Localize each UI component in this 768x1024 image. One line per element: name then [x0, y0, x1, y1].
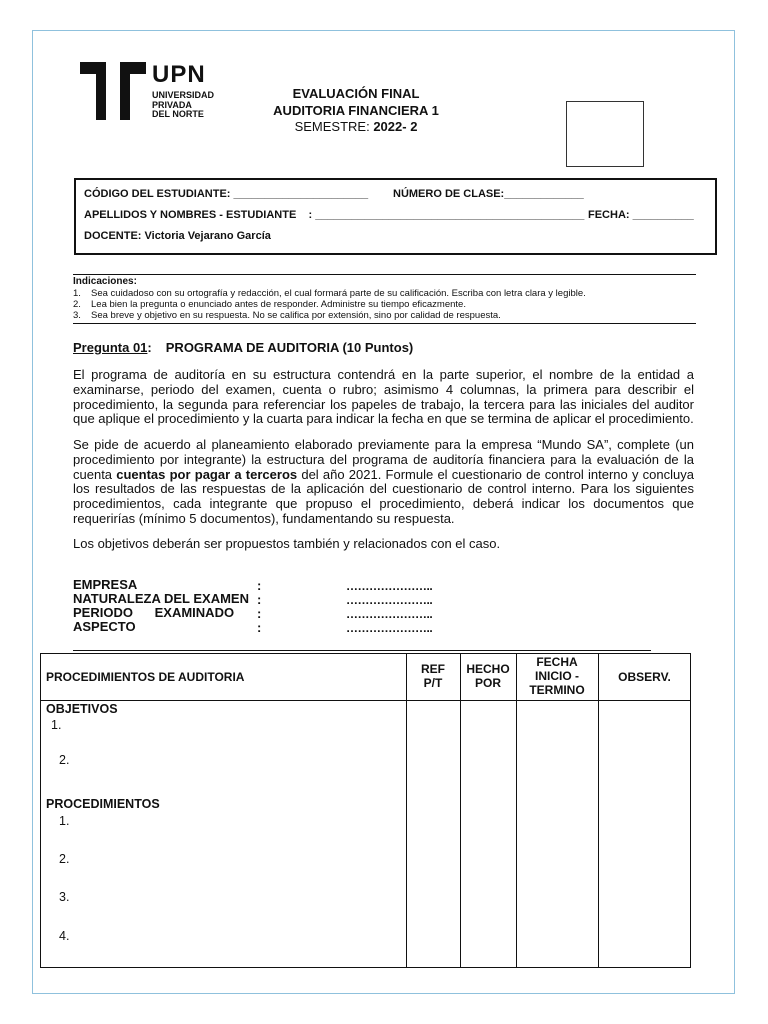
meta-label-empresa: EMPRESA: [73, 577, 138, 592]
indicacion-item: 1. Sea cuidadoso con su ortografía y redacción, el cual formará parte de su calificación. Escriba con letra clara y legible.: [73, 288, 586, 299]
indicacion-item: 3. Sea breve y objetivo en su respuesta. No se califica por extensión, sino por calidad de respuesta.: [73, 310, 501, 321]
apellidos-field[interactable]: APELLIDOS Y NOMBRES - ESTUDIANTE : ____________________________________________: [84, 209, 585, 221]
procedimiento-item[interactable]: 1.: [59, 814, 70, 828]
procedimiento-item[interactable]: 2.: [59, 852, 70, 866]
meta-label-periodo: PERIODO EXAMINADO: [73, 605, 235, 620]
meta-value-empresa[interactable]: …………………..: [346, 579, 433, 593]
upn-logo: [80, 62, 230, 122]
divider: [73, 650, 651, 651]
divider: [73, 323, 696, 324]
docente-field: DOCENTE: Victoria Vejarano García: [84, 230, 271, 242]
objetivo-item[interactable]: 2.: [59, 753, 70, 767]
upn-logo-mark-icon: [80, 62, 146, 120]
exam-title: [240, 86, 472, 136]
indicaciones-title: Indicaciones:: [73, 276, 137, 287]
question-paragraph-1: El programa de auditoría en su estructura contendrá en la parte superior, el nombre de la entidad a examinarse, periodo del examen, cuenta o rubro; asimismo 4 columnas, la primera para describir el procedimiento, la segunda para referenciar los papeles de trabajo, la tercera para las iniciales del auditor que aplique el procedimiento y la cuarta para indicar la fecha en que se termina de aplicar el procedimiento.: [73, 367, 694, 427]
question-heading: Pregunta 01: PROGRAMA DE AUDITORIA (10 Puntos): [73, 340, 414, 355]
question-paragraph-2: Se pide de acuerdo al planeamiento elaborado previamente para la empresa “Mundo SA”, complete (un procedimiento por integrante) la estructura del programa de auditoría financiera para la evaluación de la cuenta cuentas por pagar a terceros del año 2021. Formule el cuestionario de control interno y concluya los resultados de las respuestas de la aplicación del cuestionario de control interno. Para los siguientes procedimientos, cada integrante que propuso el procedimiento, deberá indicar los documentos que requerirías (mínimo 5 documentos), fundamentando su respuesta.: [73, 437, 694, 526]
meta-label-aspecto: ASPECTO: [73, 619, 136, 634]
question-paragraph-3: Los objetivos deberán ser propuestos también y relacionados con el caso.: [73, 536, 501, 551]
col-header-observ: OBSERV.: [618, 670, 671, 684]
objetivo-item[interactable]: 1.: [51, 718, 62, 732]
meta-value-aspecto[interactable]: …………………..: [346, 621, 433, 635]
codigo-field[interactable]: CÓDIGO DEL ESTUDIANTE: ______________________: [84, 188, 369, 200]
table-header-divider: [41, 700, 691, 701]
logo-name: UPN: [152, 61, 206, 88]
title-line-1: EVALUACIÓN FINAL: [292, 86, 420, 101]
photo-box: [566, 101, 644, 167]
col-header-hecho: HECHO POR: [466, 662, 510, 690]
logo-subtitle: UNIVERSIDAD PRIVADA DEL NORTE: [152, 90, 215, 119]
fecha-field[interactable]: FECHA: __________: [588, 209, 694, 221]
question-title: PROGRAMA DE AUDITORIA (10 Puntos): [165, 340, 414, 355]
col-header-ref: REF P/T: [421, 662, 445, 690]
indicacion-item: 2. Lea bien la pregunta o enunciado antes de responder. Administre su tiempo eficazmente.: [73, 299, 466, 310]
col-header-fecha: FECHA INICIO - TERMINO: [529, 655, 585, 697]
procedimiento-item[interactable]: 4.: [59, 929, 70, 943]
col-header-procedimientos: PROCEDIMIENTOS DE AUDITORIA: [46, 670, 245, 684]
divider: [73, 274, 696, 275]
numero-clase-field[interactable]: NÚMERO DE CLASE:_____________: [393, 188, 584, 200]
title-line-2: AUDITORIA FINANCIERA 1: [273, 102, 439, 118]
meta-label-naturaleza: NATURALEZA DEL EXAMEN: [73, 591, 249, 606]
objetivos-label: OBJETIVOS: [46, 702, 118, 716]
question-label: Pregunta 01: [73, 340, 148, 355]
meta-value-periodo[interactable]: …………………..: [346, 607, 433, 621]
procedimiento-item[interactable]: 3.: [59, 890, 70, 904]
procedimientos-label: PROCEDIMIENTOS: [46, 797, 160, 811]
meta-value-naturaleza[interactable]: …………………..: [346, 593, 433, 607]
semester: SEMESTRE: 2022- 2: [294, 119, 418, 134]
